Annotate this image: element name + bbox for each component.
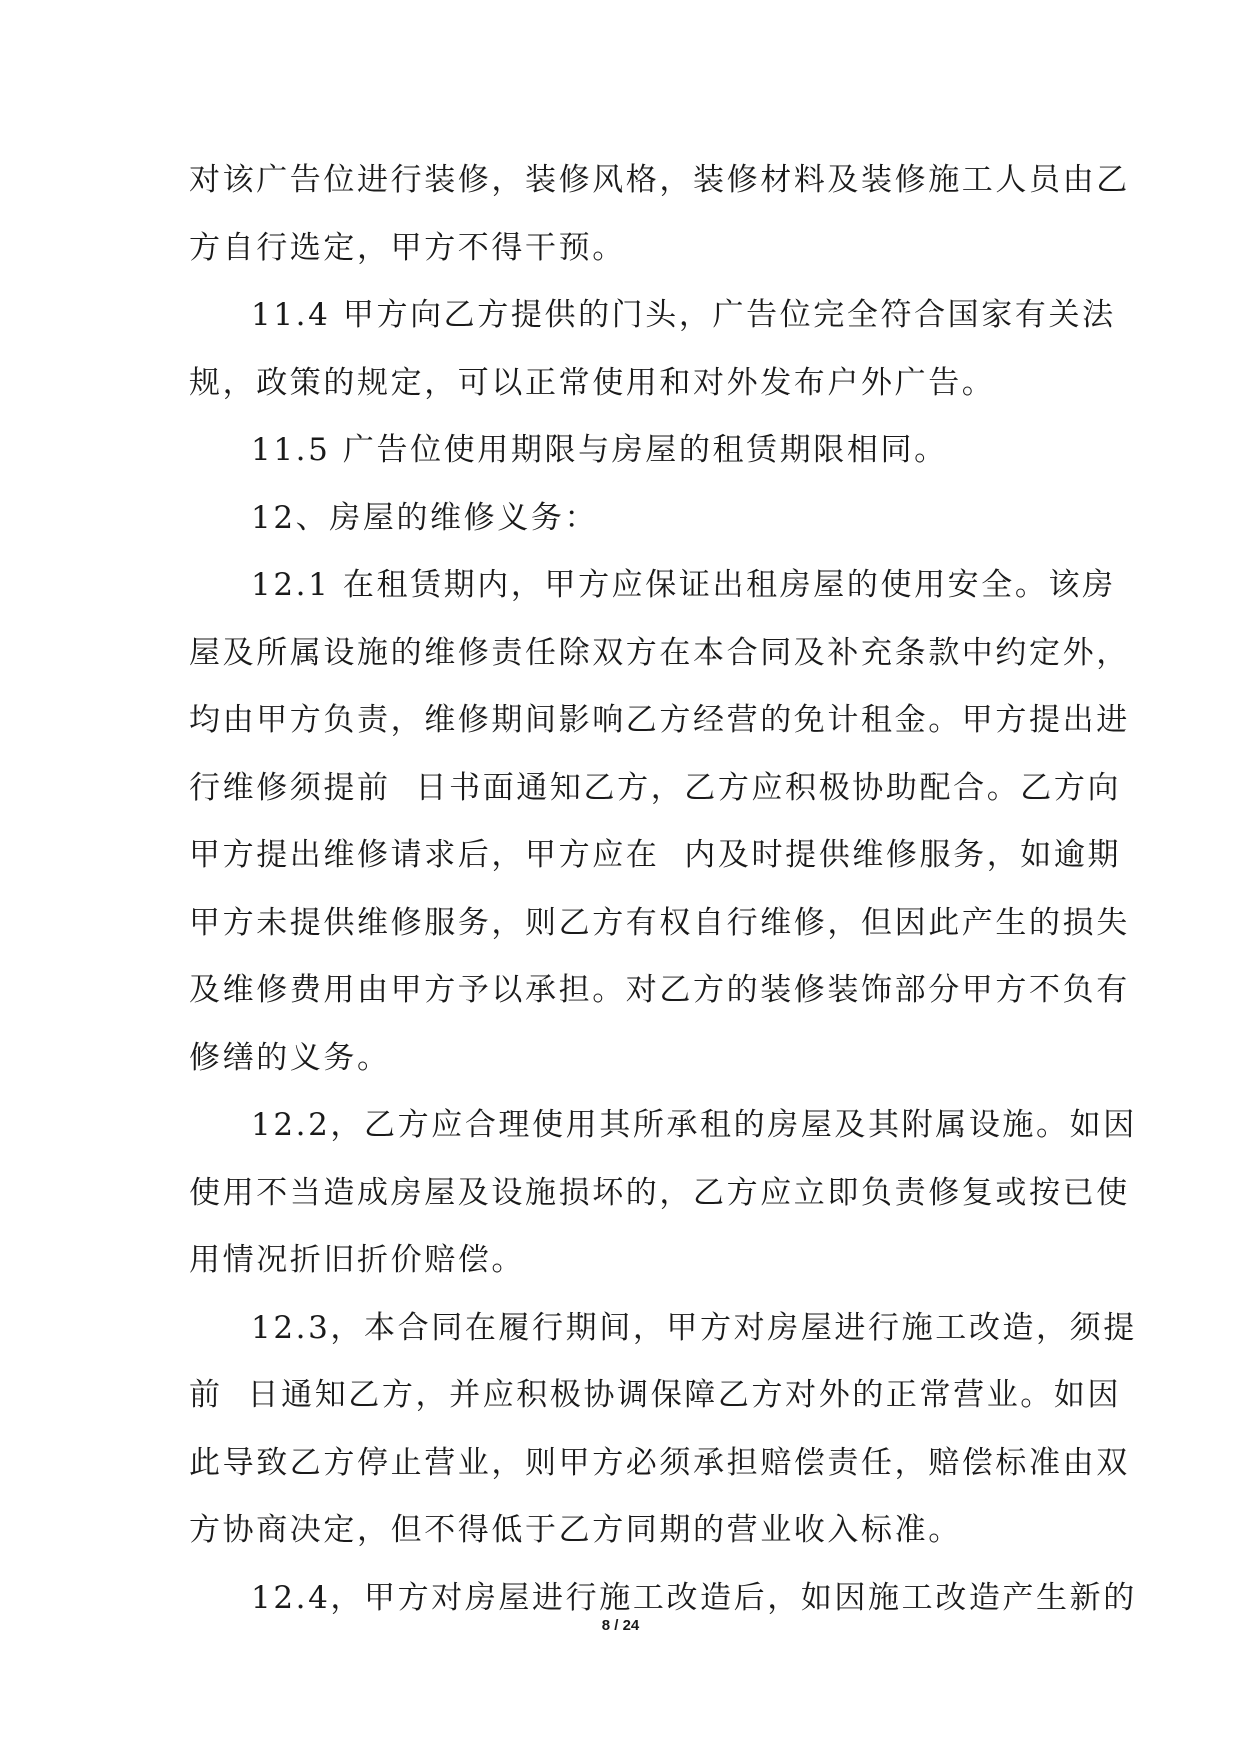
text-line-13: 及维修费用由甲方予以承担。对乙方的装修装饰部分甲方不负有 — [189, 972, 1130, 1008]
text-line-15: 12.2，乙方应合理使用其所承租的房屋及其附属设施。如因 — [251, 1107, 1137, 1143]
section-heading: 12、房屋的维修义务： — [251, 499, 599, 536]
text-line-1: 对该广告位进行装修，装修风格，装修材料及装修施工人员由乙 — [189, 162, 1130, 198]
text-line-4: 规，政策的规定，可以正常使用和对外发布户外广告。 — [189, 364, 996, 401]
text-line-21: 方协商决定，但不得低于乙方同期的营业收入标准。 — [189, 1512, 962, 1548]
text-line-7: 12.1 在租赁期内，甲方应保证出租房屋的使用安全。该房 — [251, 567, 1116, 603]
text-line-22: 12.4，甲方对房屋进行施工改造后，如因施工改造产生新的 — [251, 1579, 1137, 1616]
text-line-10: 行维修须提前 日书面通知乙方，乙方应积极协助配合。乙方向 — [189, 769, 1122, 806]
text-line-20: 此导致乙方停止营业，则甲方必须承担赔偿责任，赔偿标准由双 — [189, 1444, 1130, 1481]
text-line-11: 甲方提出维修请求后，甲方应在 内及时提供维修服务，如逾期 — [189, 837, 1122, 873]
text-line-19: 前 日通知乙方，并应积极协调保障乙方对外的正常营业。如因 — [189, 1377, 1122, 1413]
text-line-17: 用情况折旧折价赔偿。 — [189, 1242, 525, 1278]
text-line-9: 均由甲方负责，维修期间影响乙方经营的免计租金。甲方提出进 — [189, 702, 1130, 738]
text-line-18: 12.3，本合同在履行期间，甲方对房屋进行施工改造，须提 — [251, 1309, 1137, 1346]
text-line-2: 方自行选定，甲方不得干预。 — [189, 229, 626, 266]
text-line-12: 甲方未提供维修服务，则乙方有权自行维修，但因此产生的损失 — [189, 904, 1130, 941]
text-line-3: 11.4 甲方向乙方提供的门头，广告位完全符合国家有关法 — [251, 297, 1116, 333]
text-line-14: 修缮的义务。 — [189, 1039, 391, 1076]
text-line-16: 使用不当造成房屋及设施损坏的，乙方应立即负责修复或按已使 — [189, 1174, 1130, 1211]
body-text — [189, 160, 1137, 1645]
page-number: 8 / 24 — [601, 1617, 640, 1634]
text-line-5: 11.5 广告位使用期限与房屋的租赁期限相同。 — [251, 432, 948, 468]
text-line-8: 屋及所属设施的维修责任除双方在本合同及补充条款中约定外， — [189, 634, 1130, 671]
